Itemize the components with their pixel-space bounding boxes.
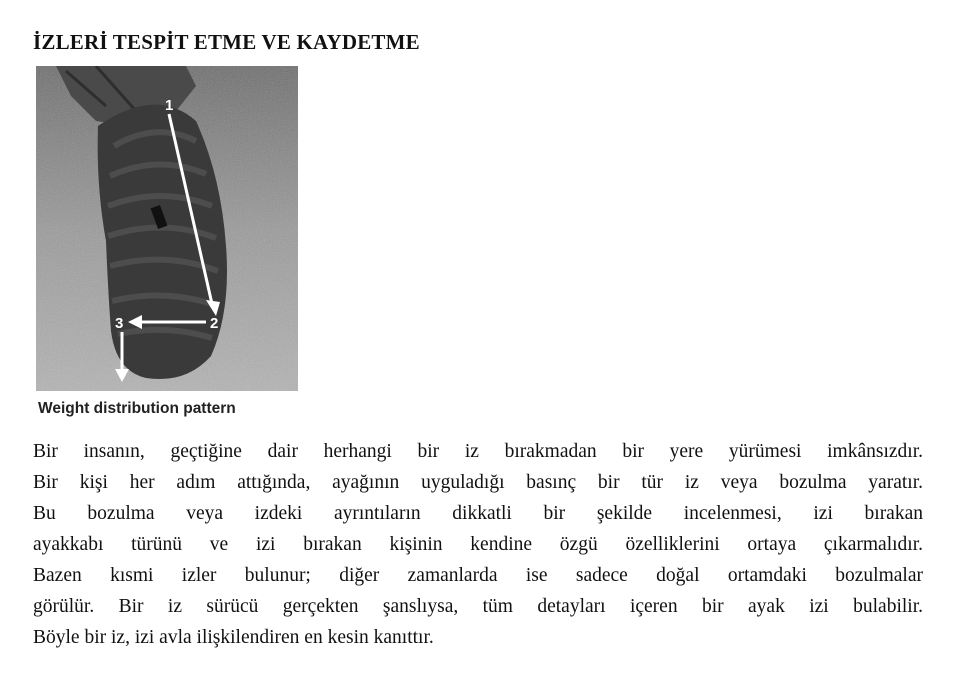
paragraph-line: Bir insanın, geçtiğine dair herhangi bir iz bırakmadan bir yere yürümesi imkânsızdır. — [33, 441, 923, 462]
marker-1: 1 — [165, 97, 174, 114]
paragraph-line: Bazen kısmi izler bulunur; diğer zamanlarda ise sadece doğal ortamdaki bozulmalar — [33, 565, 923, 586]
paragraph-line: Bir kişi her adım attığında, ayağının uyguladığı basınç bir tür iz veya bozulma yaratır. — [33, 472, 923, 493]
paragraph-line: Bu bozulma veya izdeki ayrıntıların dikkatli bir şekilde incelenmesi, izi bırakan — [33, 503, 923, 524]
figure-caption: Weight distribution pattern — [38, 400, 236, 417]
paragraph-line: Böyle bir iz, izi avla ilişkilendiren en kesin kanıttır. — [33, 627, 434, 648]
paragraph-line: ayakkabı türünü ve izi bırakan kişinin kendine özgü özelliklerini ortaya çıkarmalıdır. — [33, 534, 923, 555]
marker-3: 3 — [115, 315, 124, 332]
body-paragraph — [33, 436, 923, 653]
boot-sole-photo — [36, 66, 298, 391]
paragraph-line: görülür. Bir iz sürücü gerçekten şanslıysa, tüm detayları içeren bir ayak izi bulabilir. — [33, 596, 923, 617]
page-title: İZLERİ TESPİT ETME VE KAYDETME — [33, 30, 420, 54]
marker-2: 2 — [210, 315, 219, 332]
